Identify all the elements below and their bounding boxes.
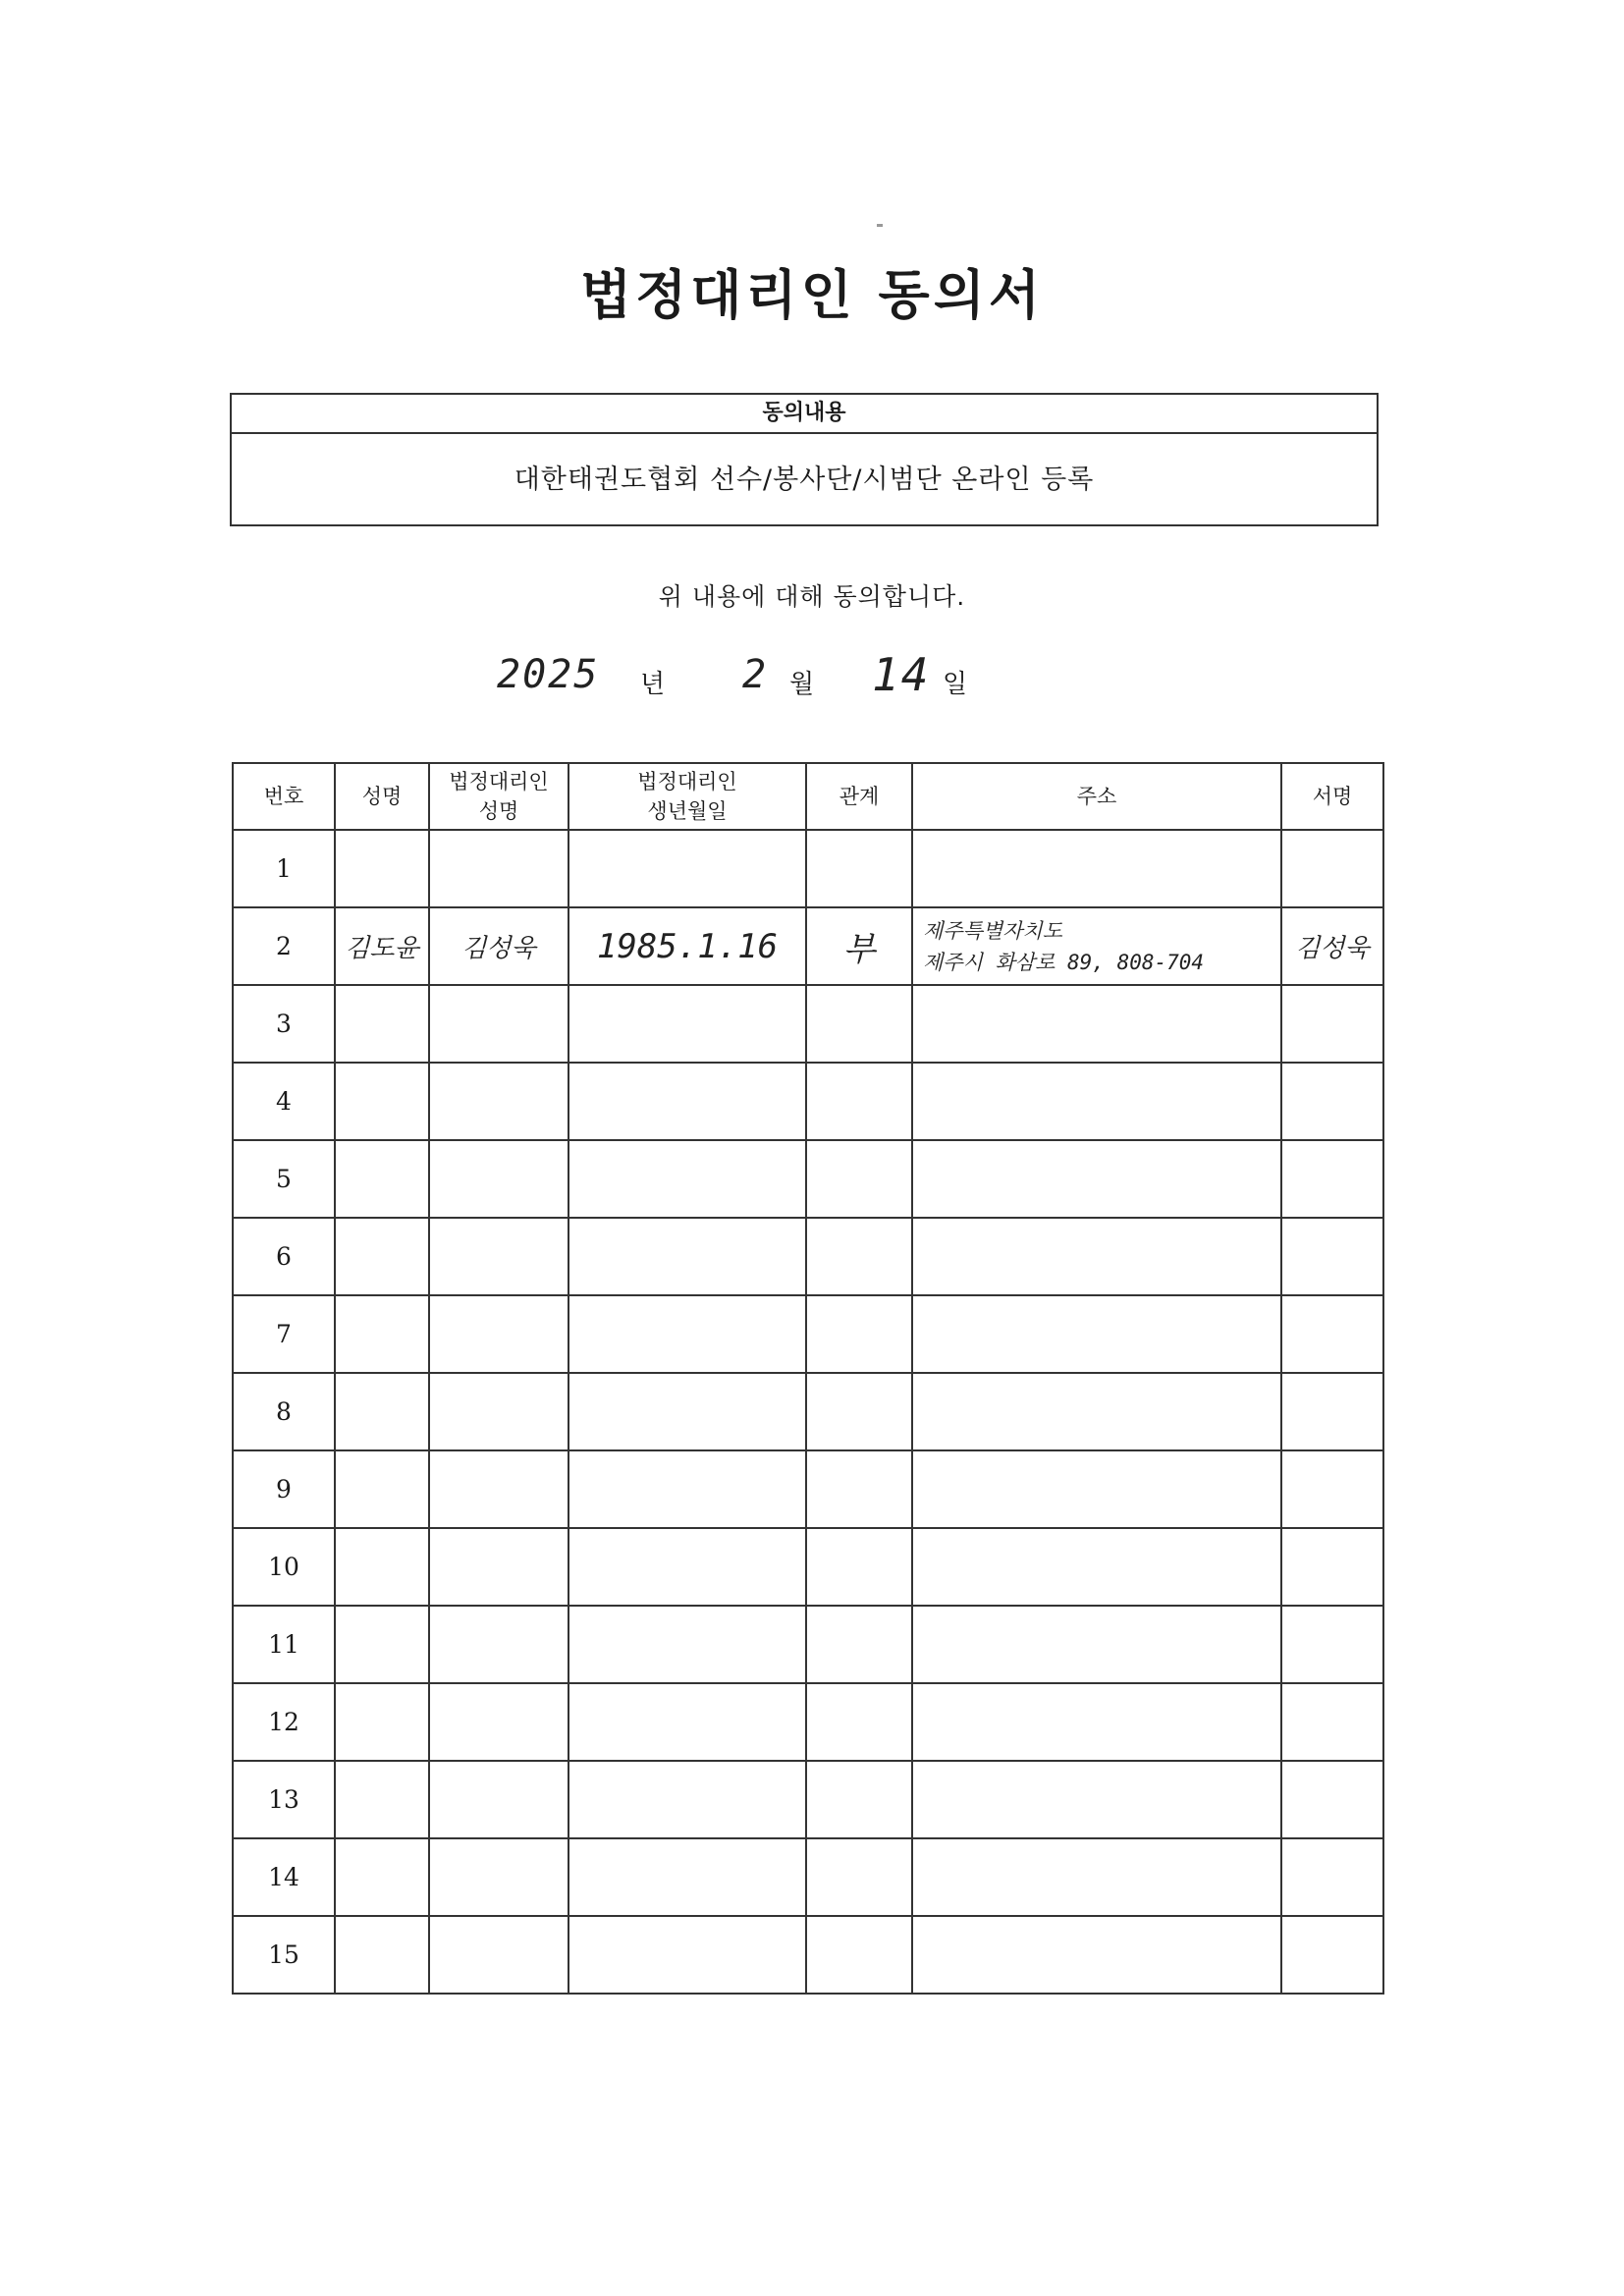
cell-name [335,830,429,907]
cell-name: 김도윤 [335,907,429,985]
header-name: 성명 [335,763,429,830]
table-row [233,1916,1383,1994]
header-address: 주소 [912,763,1281,830]
table-row [233,1140,1383,1218]
cell-signature [1281,830,1383,907]
cell-address [912,830,1281,907]
cell-no: 1 [233,830,335,907]
table-row [233,1761,1383,1838]
header-guardian-birth-line1: 법정대리인 [637,770,737,793]
table-header-row [233,763,1383,830]
date-day-handwritten: 14 [872,648,931,701]
cell-no: 6 [233,1218,335,1295]
header-signature: 서명 [1281,763,1383,830]
table-row [233,1450,1383,1528]
table-row [233,830,1383,907]
table-row [233,1683,1383,1761]
cell-relation: 부 [806,907,912,985]
cell-no: 7 [233,1295,335,1373]
cell-relation [806,830,912,907]
table-row [233,1838,1383,1916]
cell-guardian-birth [568,830,806,907]
table-row [233,907,1383,985]
date-year-handwritten: 2025 [497,652,600,697]
header-no: 번호 [233,763,335,830]
table-row [233,1606,1383,1683]
date-day-label: 일 [943,670,968,699]
document-title: 법정대리인 동의서 [579,264,1045,326]
cell-no: 13 [233,1761,335,1838]
cell-no: 10 [233,1528,335,1606]
table-row [233,1295,1383,1373]
cell-no: 4 [233,1063,335,1140]
cell-no: 5 [233,1140,335,1218]
date-month-label: 월 [789,670,815,699]
agree-statement: 위 내용에 대해 동의합니다. [658,582,966,611]
cell-no: 9 [233,1450,335,1528]
header-guardian-birth [568,763,806,830]
cell-address-line2: 제주시 화삼로 89, 808-704 [923,950,1205,974]
header-guardian-name-line2: 성명 [478,799,519,823]
cell-address [912,907,1281,985]
header-guardian-name [429,763,568,830]
consent-box [230,393,1379,526]
cell-no: 12 [233,1683,335,1761]
table-row [233,985,1383,1063]
cell-guardian-name [429,830,568,907]
cell-no: 2 [233,907,335,985]
header-guardian-name-line1: 법정대리인 [449,770,549,793]
table-row [233,1528,1383,1606]
cell-no: 15 [233,1916,335,1994]
consent-header: 동의내용 [232,395,1377,434]
table-row [233,1373,1383,1450]
header-guardian-birth-line2: 생년월일 [647,799,728,823]
header-relation: 관계 [806,763,912,830]
cell-no: 14 [233,1838,335,1916]
roster-table [232,762,1384,1995]
consent-body: 대한태권도협회 선수/봉사단/시범단 온라인 등록 [514,465,1095,495]
cell-no: 11 [233,1606,335,1683]
cell-guardian-birth: 1985.1.16 [568,907,806,985]
date-year-label: 년 [640,670,666,699]
cell-no: 8 [233,1373,335,1450]
table-row [233,1218,1383,1295]
cell-signature: 김성욱 [1281,907,1383,985]
cell-no: 3 [233,985,335,1063]
scan-speck [877,224,883,227]
cell-address-line1: 제주특별자치도 [923,918,1063,943]
date-month-handwritten: 2 [742,652,769,697]
cell-guardian-name: 김성욱 [429,907,568,985]
table-row [233,1063,1383,1140]
